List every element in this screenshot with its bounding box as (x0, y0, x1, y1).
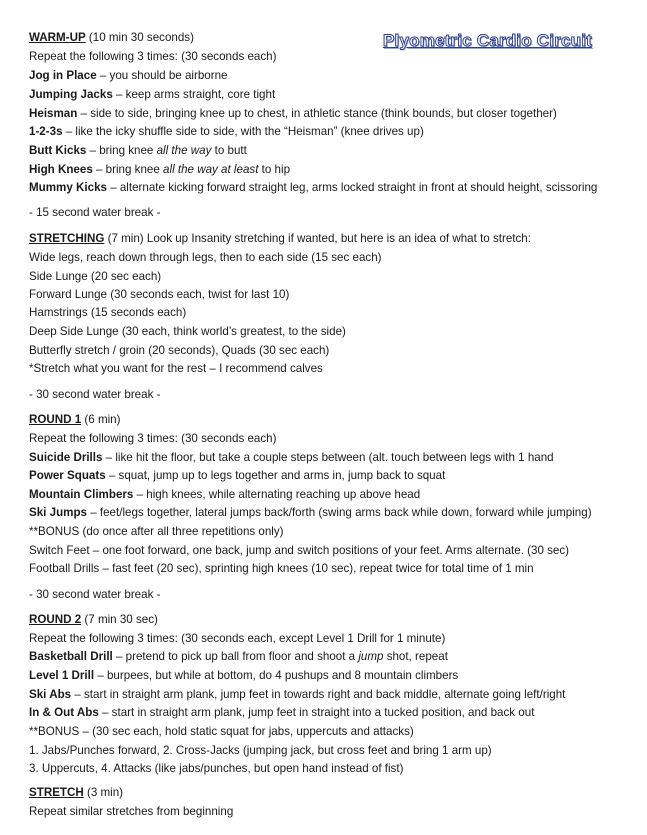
exercise-desc: – high knees, while alternating reaching up above head (133, 488, 421, 501)
water-break: - 30 second water break - (29, 388, 161, 401)
exercise-desc: to hip (258, 163, 291, 176)
round1-intro: Repeat the following 3 times: (30 seconds each) (29, 432, 277, 445)
round1-duration: (6 min) (81, 413, 121, 426)
stretch-duration: (3 min) (83, 786, 124, 799)
exercise-name: High Knees (29, 163, 93, 176)
exercise-name: Power Squats (29, 469, 106, 482)
exercise-name: Suicide Drills (29, 451, 103, 464)
exercise-name: Ski Abs (29, 688, 72, 701)
stretch-line: Wide legs, reach down through legs, then to each side (15 sec each) (29, 251, 382, 264)
exercise-desc: to butt (211, 144, 247, 157)
exercise-line (29, 688, 565, 702)
warmup-intro: Repeat the following 3 times: (30 seconds each) (29, 50, 277, 63)
exercise-desc: – keep arms straight, core tight (112, 88, 276, 101)
water-break: - 30 second water break - (29, 588, 161, 601)
exercise-desc: – pretend to pick up ball from floor and shoot a (112, 650, 359, 663)
exercise-line (29, 469, 445, 483)
stretch-line: Side Lunge (20 sec each) (29, 270, 162, 283)
exercise-name: Level 1 Drill (29, 669, 95, 682)
stretching-intro: (7 min) Look up Insanity stretching if wanted, but here is an idea of what to stretch: (104, 232, 531, 245)
exercise-line (29, 451, 554, 465)
exercise-name: Jog in Place (29, 69, 97, 82)
bonus-line: **BONUS – (30 sec each, hold static squat for jabs, uppercuts and attacks) (29, 725, 414, 738)
exercise-line (29, 69, 228, 83)
bonus-exercise: 3. Uppercuts, 4. Attacks (like jabs/punches, but open hand instead of fist) (29, 762, 404, 775)
bonus-exercise: 1. Jabs/Punches forward, 2. Cross-Jacks (jumping jack, but cross feet and bring 1 arm up) (29, 744, 492, 757)
exercise-name: 1-2-3s (29, 125, 63, 138)
exercise-line (29, 506, 592, 520)
exercise-name: Mountain Climbers (29, 488, 134, 501)
exercise-desc: – alternate kicking forward straight leg, arms locked straight in front at should height, scissoring (106, 181, 598, 194)
round2-heading-line (29, 613, 158, 627)
exercise-name: Basketball Drill (29, 650, 113, 663)
stretch-line: *Stretch what you want for the rest – I recommend calves (29, 362, 323, 375)
round2-duration: (7 min 30 sec) (81, 613, 158, 626)
exercise-line (29, 669, 458, 683)
warmup-heading: WARM-UP (29, 31, 86, 44)
exercise-desc: – squat, jump up to legs together and arms in, jump back to squat (105, 469, 446, 482)
stretch-line: Deep Side Lunge (30 each, think world’s greatest, to the side) (29, 325, 346, 338)
round1-heading-line (29, 413, 120, 427)
stretching-heading: STRETCHING (29, 232, 105, 245)
exercise-desc: – side to side, bringing knee up to chest, in athletic stance (think bounds, but closer together) (77, 107, 557, 120)
exercise-desc: – bring knee (86, 144, 157, 157)
exercise-line (29, 706, 534, 720)
stretch-line: Butterfly stretch / groin (20 seconds), Quads (30 sec each) (29, 344, 330, 357)
exercise-name: In & Out Abs (29, 706, 99, 719)
exercise-name: Jumping Jacks (29, 88, 113, 101)
exercise-desc: – bring knee (92, 163, 164, 176)
exercise-desc: – start in straight arm plank, jump feet in straight into a tucked position, and back out (98, 706, 535, 719)
exercise-name: Mummy Kicks (29, 181, 107, 194)
exercise-desc: – you should be airborne (96, 69, 228, 82)
exercise-line (29, 107, 557, 121)
warmup-heading-line (29, 31, 194, 45)
warmup-duration: (10 min 30 seconds) (88, 31, 194, 44)
stretch-line: Repeat similar stretches from beginning (29, 805, 234, 818)
exercise-desc-emphasis: jump (358, 650, 384, 663)
water-break: - 15 second water break - (29, 206, 161, 219)
round1-heading: ROUND 1 (29, 413, 82, 426)
exercise-line (29, 163, 290, 177)
document-title: Plyometric Cardio Circuit (383, 31, 593, 50)
exercise-line (29, 488, 420, 502)
bonus-exercise: Switch Feet – one foot forward, one back, jump and switch positions of your feet. Arms alternate. (30 sec) (29, 544, 570, 557)
exercise-line (29, 88, 275, 102)
exercise-desc: – feet/legs together, lateral jumps back/forth (swing arms back while down, forward while jumping) (87, 506, 592, 519)
stretch-heading-line (29, 786, 123, 800)
exercise-desc-emphasis: all the way at least (163, 163, 259, 176)
bonus-exercise: Football Drills – fast feet (20 sec), sprinting high knees (10 sec), repeat twice for total time of 1 min (29, 562, 534, 575)
exercise-desc: – burpees, but while at bottom, do 4 pushups and 8 mountain climbers (94, 669, 459, 682)
exercise-name: Butt Kicks (29, 144, 87, 157)
exercise-desc: – start in straight arm plank, jump feet in towards right and back middle, alternate going left/right (71, 688, 566, 701)
bonus-line: **BONUS (do once after all three repetitions only) (29, 525, 284, 538)
stretch-line: Forward Lunge (30 seconds each, twist for last 10) (29, 288, 290, 301)
exercise-desc: – like hit the floor, but take a couple steps between (alt. touch between legs with 1 hand (102, 451, 554, 464)
stretch-heading: STRETCH (29, 786, 84, 799)
exercise-desc: shot, repeat (383, 650, 448, 663)
exercise-line (29, 181, 597, 195)
stretching-heading-line (29, 232, 531, 246)
round2-intro: Repeat the following 3 times: (30 seconds each, except Level 1 Drill for 1 minute) (29, 632, 446, 645)
exercise-desc: – like the icky shuffle side to side, with the “Heisman” (knee drives up) (62, 125, 424, 138)
exercise-name: Heisman (29, 107, 78, 120)
round2-heading: ROUND 2 (29, 613, 82, 626)
exercise-line (29, 144, 247, 158)
exercise-desc-emphasis: all the way (156, 144, 212, 157)
exercise-line (29, 650, 448, 664)
exercise-line (29, 125, 424, 139)
stretch-line: Hamstrings (15 seconds each) (29, 306, 187, 319)
exercise-name: Ski Jumps (29, 506, 87, 519)
